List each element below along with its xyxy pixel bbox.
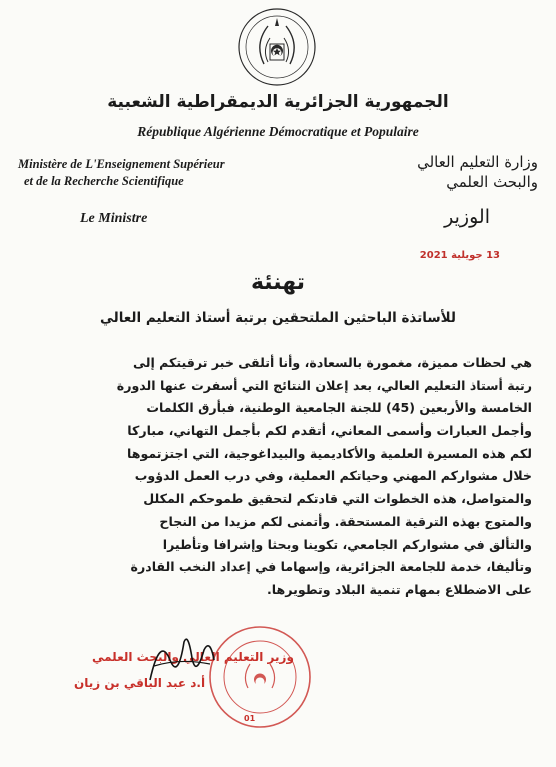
ministry-fr-line1: Ministère de L'Enseignement Supérieur	[18, 157, 225, 171]
ministry-name-french	[18, 156, 248, 190]
body-line: والتألق في مشواركم الجامعي، تكوينا وبحثا وإشرافا وتأطيرا	[162, 536, 532, 552]
body-line: هي لحظات مميزة، مغمورة بالسعادة، وأنا أتلقى خبر ترقيتكم إلى	[133, 355, 532, 370]
handwritten-signature	[140, 630, 220, 690]
body-line: على الاضطلاع بمهام تنمية البلاد وتطويرها.	[267, 581, 532, 597]
minister-title-arabic: الوزير	[444, 206, 490, 228]
body-line: خلال مشواركم المهني وحياتكم العملية، وفي درب العمل الدؤوب	[134, 468, 532, 484]
ministry-name-arabic	[358, 152, 538, 192]
ministry-fr-line2: et de la Recherche Scientifique	[24, 174, 184, 188]
body-line: والمتواصل، هذه الخطوات التي قادتكم لتحقيق طموحكم المكلل	[143, 491, 532, 507]
minister-stamp-name: أ.د عبد الباقي بن زيان	[74, 676, 206, 690]
ministry-ar-line2: والبحث العلمي	[446, 173, 538, 191]
body-line: لكم هذه المسيرة العلمية والأكاديمية والبيداغوجية، التي اجتزتموها	[127, 445, 532, 461]
body-line: والمتوج بهذه الترقية المستحقة. وأتمنى لكم مزيدا من النجاح	[159, 513, 532, 529]
body-line: رتبة أستاذ التعليم العالي، بعد إعلان النتائج التي أسفرت عنها الدورة	[116, 377, 532, 393]
algeria-emblem-icon	[234, 4, 320, 90]
letter-body	[22, 352, 532, 602]
ministry-ar-line1: وزارة التعليم العالي	[417, 153, 538, 171]
minister-title-french: Le Ministre	[80, 211, 148, 226]
republic-name-arabic: الجمهورية الجزائرية الديمقراطية الشعبية	[107, 92, 449, 112]
document-subtitle: للأساتذة الباحثين الملتحقين برتبة أستاذ التعليم العالي	[100, 310, 456, 326]
seal-number: 01	[244, 714, 256, 723]
document-title: تهنئة	[250, 270, 306, 295]
minister-stamp-title: وزير التعليم العالي والبحث العلمي	[92, 650, 294, 664]
letter-date: 13 جويلية 2021	[419, 250, 500, 261]
body-line: الخامسة والأربعين (45) للجنة الجامعية الوطنية، فبأرق الكلمات	[146, 400, 532, 416]
republic-name-french: République Algérienne Démocratique et Populaire	[137, 124, 419, 139]
body-line: وأجمل العبارات وأسمى المعاني، أتقدم لكم بأجمل التهاني، مباركا	[127, 423, 532, 439]
body-line: وتأليفا، خدمة للجامعة الجزائرية، وإسهاما في إعداد النخب القادرة	[130, 559, 532, 575]
